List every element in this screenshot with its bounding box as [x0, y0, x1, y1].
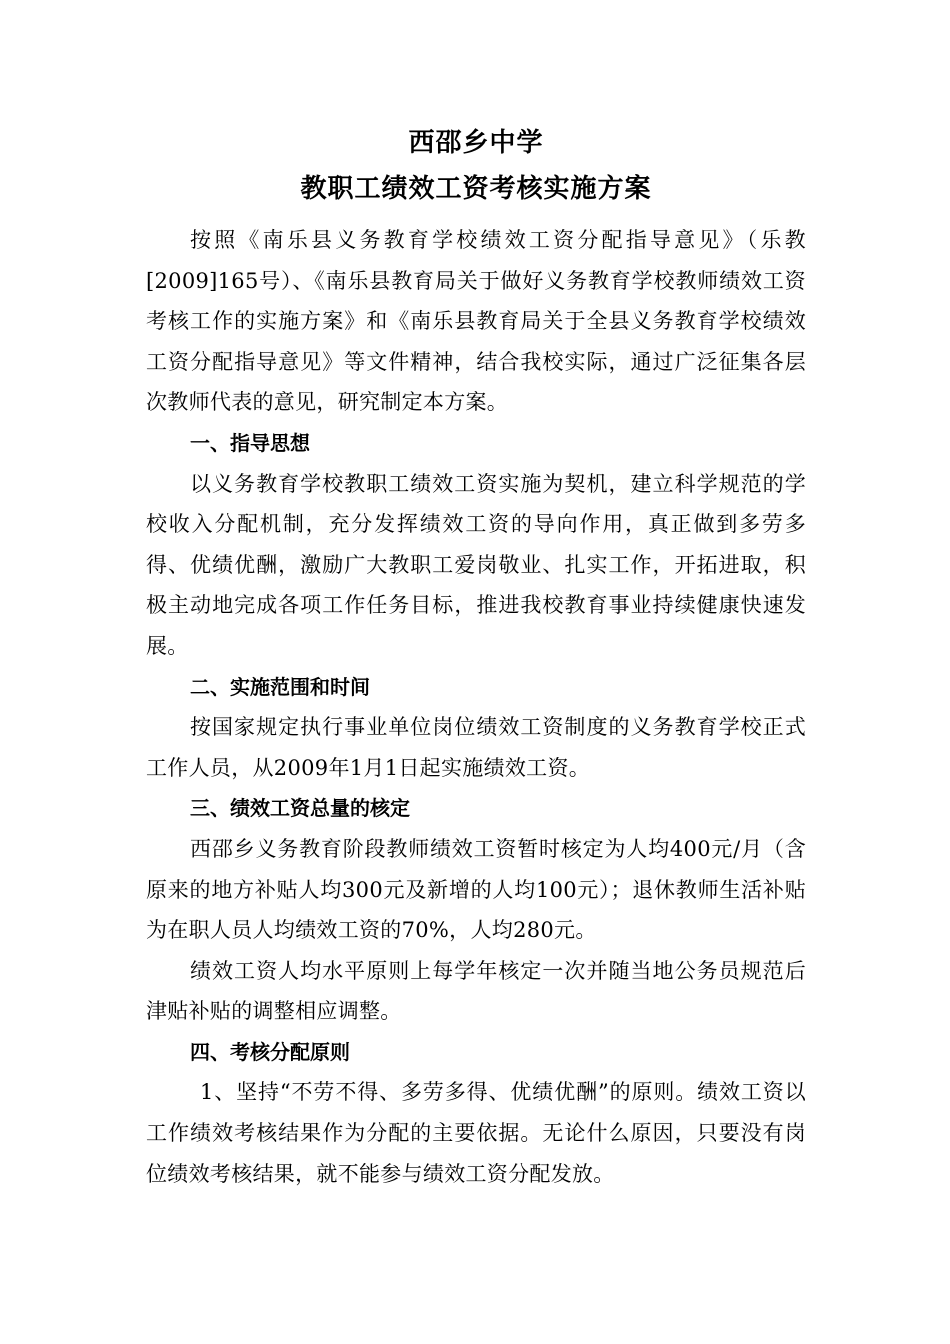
section-paragraph: 绩效工资人均水平原则上每学年核定一次并随当地公务员规范后津贴补贴的调整相应调整。 — [146, 958, 806, 1024]
section-paragraph: 1、坚持“不劳不得、多劳多得、优绩优酬”的原则。绩效工资以工作绩效考核结果作为分配的主要依据。无论什么原因，只要没有岗位绩效考核结果，就不能参与绩效工资分配发放。 — [146, 1080, 806, 1186]
document-title-school: 西邵乡中学 — [408, 128, 544, 158]
section-paragraph: 西邵乡义务教育阶段教师绩效工资暂时核定为人均400元/月（含原来的地方补贴人均300元及新增的人均100元）；退休教师生活补贴为在职人员人均绩效工资的70%，人均280元。 — [146, 836, 806, 943]
section-paragraph: 按国家规定执行事业单位岗位绩效工资制度的义务教育学校正式工作人员，从2009年1月1日起实施绩效工资。 — [146, 715, 806, 780]
intro-paragraph: 按照《南乐县义务教育学校绩效工资分配指导意见》（乐教[2009]165号）、《南乐县教育局关于做好义务教育学校教师绩效工资考核工作的实施方案》和《南乐县教育局关于全县义务教育学校绩效工资分配指导意见》等文件精神，结合我校实际，通过广泛征集各层次教师代表的意见，研究制定本方案。 — [146, 228, 806, 415]
document-title-plan: 教职工绩效工资考核实施方案 — [300, 174, 652, 204]
section-heading-guiding-thought: 一、指导思想 — [190, 430, 310, 455]
section-heading-scope-and-time: 二、实施范围和时间 — [190, 674, 370, 699]
document-page — [146, 120, 806, 1194]
section-heading-distribution-principles: 四、考核分配原则 — [190, 1039, 350, 1064]
section-paragraph: 以义务教育学校教职工绩效工资实施为契机，建立科学规范的学校收入分配机制，充分发挥绩效工资的导向作用，真正做到多劳多得、优绩优酬，激励广大教职工爱岗敬业、扎实工作，开拓进取，积极主动地完成各项工作任务目标，推进我校教育事业持续健康快速发展。 — [146, 471, 806, 658]
section-heading-total-amount: 三、绩效工资总量的核定 — [190, 796, 410, 821]
